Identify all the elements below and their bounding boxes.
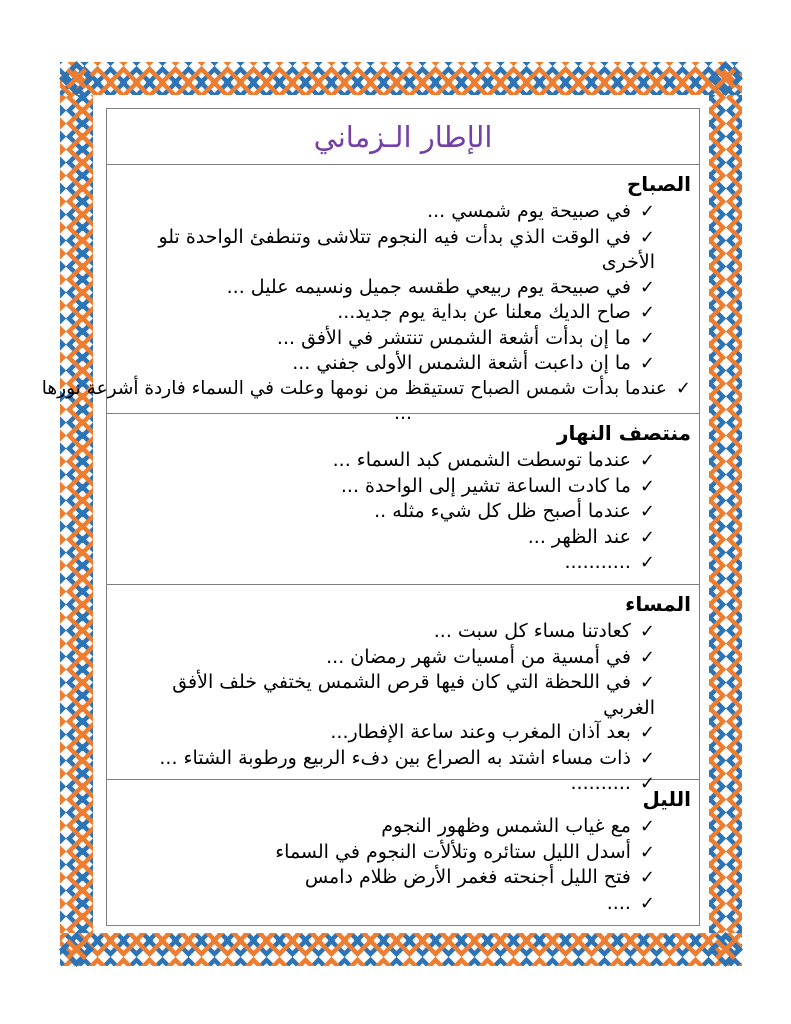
check-icon: ✓	[639, 841, 655, 863]
bullet-text: ما إن داعبت أشعة الشمس الأولى جفني ...	[292, 352, 631, 374]
bullet-text: عندما أصبح ظل كل شيء مثله ..	[374, 500, 631, 522]
bullet-continuation: ...	[393, 402, 413, 424]
bullet-text: فتح الليل أجنحته فغمر الأرض ظلام دامس	[304, 866, 631, 888]
check-icon: ✓	[639, 672, 655, 693]
check-icon: ✓	[639, 552, 655, 573]
bullet-text: ما إن بدأت أشعة الشمس تنتشر في الأفق ...	[276, 326, 631, 349]
border-top-strip	[60, 62, 742, 95]
bullet-item	[115, 225, 691, 275]
bullet-text: عند الظهر ...	[527, 525, 631, 548]
bullet-item	[115, 746, 691, 772]
border-bottom-strip	[60, 933, 742, 966]
bullet-item	[115, 619, 691, 645]
sections	[41, 164, 699, 927]
check-icon: ✓	[639, 747, 655, 769]
section-heading-midday: منتصف النهار	[557, 421, 691, 445]
section-morning	[41, 164, 699, 424]
bullet-text: عندما بدأت شمس الصباح تستيقظ من نومها وعلت في السماء فاردة أشرعة نورها	[41, 377, 667, 399]
bullet-text: مع غياب الشمس وظهور النجوم	[381, 815, 631, 837]
bullet-item	[115, 499, 691, 525]
border-left-strip	[60, 95, 93, 933]
bullet-text: كعادتنا مساء كل سبت ...	[433, 620, 631, 642]
check-icon: ✓	[639, 226, 655, 248]
bullet-item	[115, 865, 691, 891]
bullet-text: في اللحظة التي كان فيها قرص الشمس يختفي خلف الأفق الغربي	[172, 671, 655, 719]
bullet-item	[115, 670, 691, 720]
bullet-text: في أمسية من أمسيات شهر رمضان ...	[326, 645, 631, 668]
bullet-item	[115, 720, 691, 746]
bullet-item	[115, 474, 691, 500]
section-heading-evening: المساء	[625, 592, 691, 616]
bullet-item	[115, 326, 691, 352]
bullet-item	[115, 199, 691, 225]
bullet-item	[41, 377, 691, 402]
check-icon: ✓	[639, 867, 655, 888]
bullet-item	[115, 300, 691, 326]
check-icon: ✓	[639, 621, 655, 642]
content-box	[41, 108, 700, 926]
check-icon: ✓	[639, 816, 655, 837]
check-icon: ✓	[639, 501, 655, 522]
bullet-text: صاح الديك معلنا عن بداية يوم جديد...	[337, 301, 631, 323]
bullet-item	[115, 840, 691, 866]
check-icon: ✓	[639, 646, 655, 668]
bullet-item	[115, 351, 691, 377]
check-icon: ✓	[639, 773, 655, 794]
check-icon: ✓	[639, 302, 655, 323]
check-icon: ✓	[639, 276, 655, 298]
bullet-text: ..........	[570, 772, 631, 794]
bullet-text: في صبيحة يوم ربيعي طقسه جميل ونسيمه عليل ...	[226, 275, 631, 298]
section-evening	[107, 584, 699, 794]
section-night	[107, 779, 699, 927]
check-icon: ✓	[639, 450, 655, 471]
bullet-text: ذات مساء اشتد به الصراع بين دفء الربيع ورطوبة الشتاء ...	[159, 746, 631, 769]
border-right-strip	[709, 95, 742, 933]
page-title: الإطار الـزماني	[313, 119, 493, 154]
bullet-item	[115, 448, 691, 474]
check-icon: ✓	[639, 526, 655, 548]
bullet-text: ....	[606, 891, 631, 914]
bullet-text: في الوقت الذي بدأت فيه النجوم تتلاشى وتنطفئ الواحدة تلو الأخرى	[158, 225, 655, 273]
bullet-text: عندما توسطت الشمس كبد السماء ...	[332, 449, 631, 471]
bullet-text: ما كادت الساعة تشير إلى الواحدة ...	[340, 474, 631, 497]
section-heading-morning: الصباح	[626, 172, 691, 196]
check-icon: ✓	[675, 377, 691, 399]
check-icon: ✓	[639, 722, 655, 743]
bullet-text: ...........	[564, 551, 631, 573]
bullet-text: في صبيحة يوم شمسي ...	[427, 200, 631, 222]
check-icon: ✓	[639, 475, 655, 497]
bullet-item	[115, 814, 691, 840]
bullet-item	[115, 275, 691, 301]
check-icon: ✓	[639, 201, 655, 222]
section-midday	[107, 413, 699, 584]
bullet-item	[115, 525, 691, 551]
bullet-text: أسدل الليل ستائره وتلألأت النجوم في السماء	[275, 840, 631, 863]
check-icon: ✓	[639, 327, 655, 349]
check-icon: ✓	[639, 353, 655, 374]
bullet-item	[115, 550, 691, 576]
title-box	[107, 109, 699, 164]
bullet-item	[115, 891, 691, 917]
bullet-text: بعد آذان المغرب وعند ساعة الإفطار...	[330, 721, 631, 743]
check-icon: ✓	[639, 892, 655, 914]
section-heading-night: الليل	[642, 787, 691, 811]
bullet-item	[115, 645, 691, 671]
